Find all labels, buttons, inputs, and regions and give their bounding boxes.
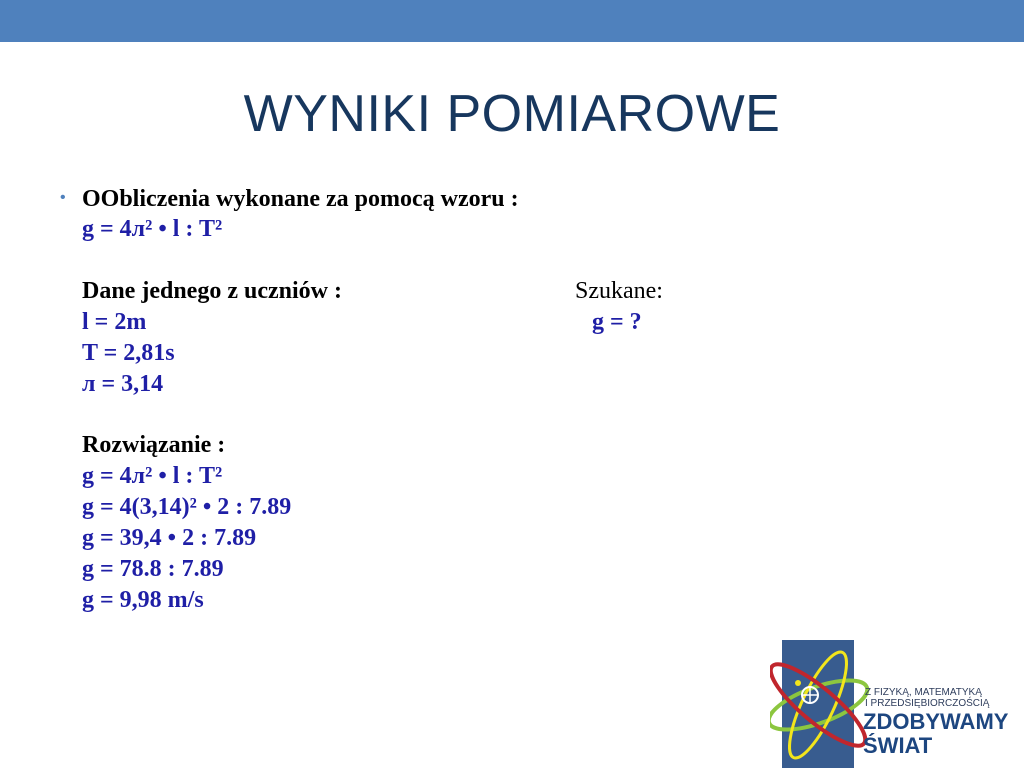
solution-step: g = 4л² • l : T² <box>82 463 223 489</box>
given-label: Dane jednego z uczniów : <box>82 278 342 304</box>
logo-wordmark: ZDOBYWAMY ŚWIAT <box>863 709 1009 758</box>
solution-step: g = 78.8 : 7.89 <box>82 556 224 582</box>
solution-result: g = 9,98 m/s <box>82 587 204 613</box>
sought-label: Szukane: <box>575 278 663 304</box>
solution-step: g = 39,4 • 2 : 7.89 <box>82 525 257 551</box>
slide-title: WYNIKI POMIAROWE <box>243 85 781 143</box>
solution-label: Rozwiązanie : <box>82 432 226 458</box>
bullet-icon: • <box>60 189 66 206</box>
given-length: l = 2m <box>82 309 147 335</box>
project-logo <box>770 625 1024 768</box>
formula-text: g = 4л² • l : T² <box>82 216 223 242</box>
solution-step: g = 4(3,14)² • 2 : 7.89 <box>82 494 292 520</box>
given-pi: л = 3,14 <box>82 371 164 397</box>
sought-value: g = ? <box>592 309 642 335</box>
logo-tagline: Z FIZYKĄ, MATEMATYKĄ I PRZEDSIĘBIORCZOŚCIĄ <box>865 687 990 709</box>
given-period: T = 2,81s <box>82 340 175 366</box>
intro-text: OObliczenia wykonane za pomocą wzoru : <box>82 186 519 212</box>
header-bar <box>0 0 1024 42</box>
